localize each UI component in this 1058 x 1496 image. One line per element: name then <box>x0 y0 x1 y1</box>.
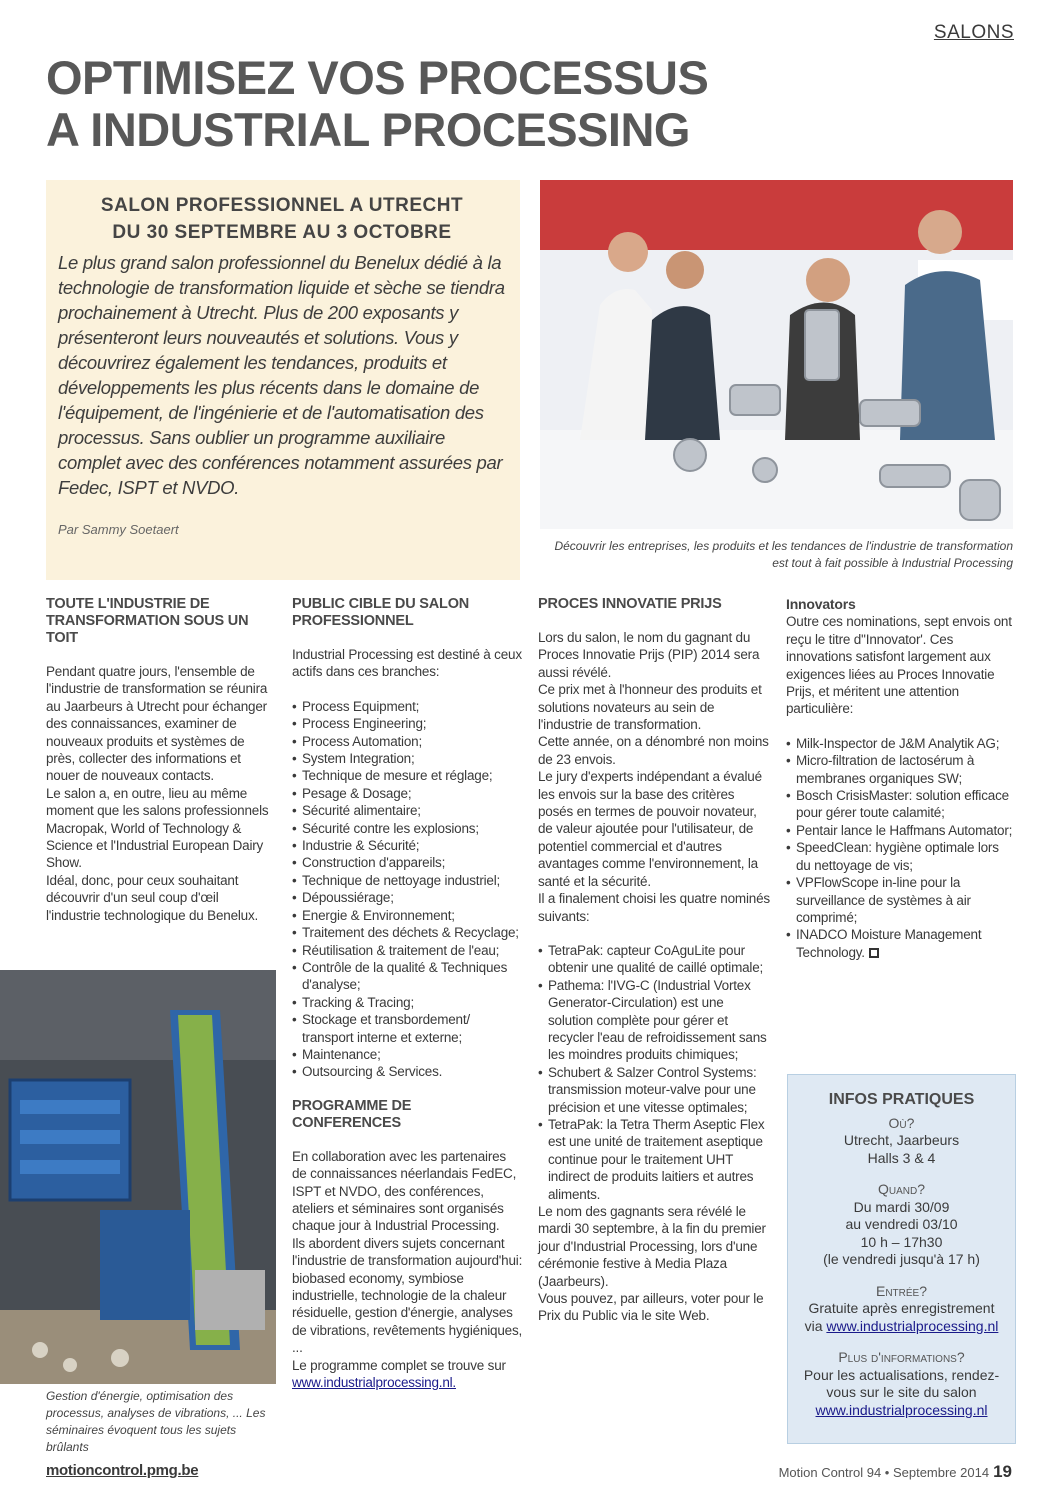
title-line-2: A INDUSTRIAL PROCESSING <box>46 103 690 156</box>
infos-when-line-2: au vendredi 03/10 <box>845 1216 958 1232</box>
infos-entry-label: Entrée? <box>875 1282 927 1299</box>
list-item: • Contrôle de la qualité & Techniques d'analyse; <box>292 959 524 994</box>
col2-heading: PUBLIC CIBLE DU SALON PROFESSIONNEL <box>292 596 470 629</box>
section-tag: SALONS <box>933 22 1014 43</box>
target-audience-list <box>292 698 524 1081</box>
list-item: • Technique de mesure et réglage; <box>292 767 524 784</box>
list-item: • Pesage & Dosage; <box>292 785 524 802</box>
list-item: • VPFlowScope in-line pour la surveillance de systèmes à air comprimé; <box>786 874 1016 926</box>
list-item: • SpeedClean: hygiène optimale lors du nettoyage de vis; <box>786 839 1016 874</box>
nominees-list <box>538 942 770 1203</box>
list-item: • Dépoussiérage; <box>292 889 524 906</box>
practical-info-box <box>787 1074 1016 1444</box>
intro-text: Le plus grand salon professionnel du Benelux dédié à la technologie de transformation liquide et sèche se tiendra prochainement à Utrecht. Plus de 200 exposants y présenteront leurs nouveautés et solutions. Vous y découvrirez également les tendances, produits et développements les plus récents dans le domaine de l'équipement, de l'ingénierie et de l'automatisation des processus. Sans oublier un programme auxiliaire complet avec des conférences notamment assurées par Fedec, ISPT et NVDO. <box>58 252 505 498</box>
infos-where-label: Où? <box>888 1114 915 1131</box>
infos-more-label: Plus d'informations? <box>838 1349 965 1365</box>
infos-when-line-4: (le vendredi jusqu'à 17 h) <box>823 1251 980 1267</box>
list-item-text: INADCO Moisture Management Technology. <box>796 927 982 960</box>
infos-more-line-1: Pour les actualisations, rendez-vous sur le site du salon <box>803 1366 1000 1400</box>
list-item: • Construction d'appareils; <box>292 854 524 871</box>
innovators-list <box>786 735 1016 961</box>
infos-entry-line-2 <box>796 1318 1007 1336</box>
infos-title: INFOS PRATIQUES <box>828 1091 975 1108</box>
list-item: • Stockage et transbordement/ transport interne et externe; <box>292 1011 524 1046</box>
list-item: • Tracking & Tracing; <box>292 994 524 1011</box>
list-item: • TetraPak: la Tetra Therm Aseptic Flex est une unité de traitement aseptique continue pour le traitement UHT indirect de produits laitiers et autres aliments. <box>538 1116 770 1203</box>
registration-link[interactable]: www.industrialprocessing.nl <box>826 1317 999 1334</box>
program-link[interactable]: www.industrialprocessing.nl. <box>292 1375 456 1391</box>
conveyor-machine-photo-image <box>0 970 276 1384</box>
list-item: • Sécurité alimentaire; <box>292 802 524 819</box>
column-4 <box>786 596 1016 961</box>
list-item: • Outsourcing & Services. <box>292 1063 524 1080</box>
list-item: • Process Equipment; <box>292 698 524 715</box>
infos-where-line-2: Halls 3 & 4 <box>867 1149 936 1166</box>
page-title <box>46 52 1016 156</box>
title-line-1: OPTIMISEZ VOS PROCESSUS <box>46 51 709 104</box>
intro-box <box>46 180 520 580</box>
intro-heading-line-2: DU 30 SEPTEMBRE AU 3 OCTOBRE <box>112 222 452 243</box>
list-item <box>786 926 1016 961</box>
list-item: • Milk-Inspector de J&M Analytik AG; <box>786 735 1016 752</box>
trade-show-photo-image <box>540 180 1013 529</box>
infos-entry-line-1: Gratuite après enregistrement <box>808 1300 995 1316</box>
infos-when-label: Quand? <box>877 1181 925 1197</box>
list-item: • TetraPak: capteur CoAguLite pour obtenir une qualité de caillé optimale; <box>538 942 770 977</box>
col3-heading: PROCES INNOVATIE PRIJS <box>538 596 722 612</box>
col3-paragraph-5: Il a finalement choisi les quatre nominés suivants: <box>538 891 770 924</box>
infos-when <box>796 1181 1007 1269</box>
end-of-article-icon <box>869 948 879 958</box>
col1-paragraph-2: Le salon a, en outre, lieu au même moment que les salons professionnels Macropak, World of Technology & Science et l'Industrial European Dairy Show. <box>46 785 269 871</box>
list-item: • Energie & Environnement; <box>292 907 524 924</box>
footer-website[interactable]: motioncontrol.pmg.be <box>46 1462 199 1479</box>
column-1 <box>46 596 272 924</box>
infos-where <box>796 1115 1007 1168</box>
infos-where-line-1: Utrecht, Jaarbeurs <box>843 1132 960 1148</box>
column-2 <box>292 596 524 1391</box>
col1-heading: TOUTE L'INDUSTRIE DE TRANSFORMATION SOUS UN TOIT <box>46 596 249 646</box>
col4-paragraph-1: Outre ces nominations, sept envois ont reçu le titre d''Innovator'. Ces innovations satisfont largement aux exigences liées au Proces Innovatie Prijs, et méritent une attention particulière: <box>786 614 1012 717</box>
list-item: • Traitement des déchets & Recyclage; <box>292 924 524 941</box>
trade-show-photo <box>540 180 1013 529</box>
infos-when-line-1: Du mardi 30/09 <box>853 1198 950 1215</box>
list-item: • Schubert & Salzer Control Systems: transmission moteur-valve pour une précision et une vitesse optimales; <box>538 1064 770 1116</box>
col1-paragraph-3: Idéal, donc, pour ceux souhaitant découvrir d'un seul coup d'œil l'industrie technologique du Benelux. <box>46 872 259 923</box>
byline: Par Sammy Soetaert <box>58 522 179 537</box>
col2-paragraph-2: Ils abordent divers sujets concernant l'industrie de transformation aujourd'hui: biobased economy, symbiose industrielle, technologie de la chaleur résiduelle, gestion d'énergie, analyses de vibrations, revêtements hygiéniques, ... <box>292 1235 523 1356</box>
list-item: • Process Automation; <box>292 733 524 750</box>
col2-intro: Industrial Processing est destiné à ceux actifs dans ces branches: <box>292 647 522 680</box>
intro-heading <box>58 192 506 246</box>
col2-heading-2: PROGRAMME DE CONFERENCES <box>292 1097 412 1131</box>
col3-paragraph-3: Cette année, on a dénombré non moins de 23 envois. <box>538 734 769 767</box>
footer-issue <box>779 1462 1012 1482</box>
col3-paragraph-2: Ce prix met à l'honneur des produits et solutions novateurs au sein de l'industrie de transformation. <box>538 682 762 733</box>
list-item: • Bosch CrisisMaster: solution efficace pour gérer toute calamité; <box>786 787 1016 822</box>
col2-paragraph-3-text: Le programme complet se trouve sur <box>292 1357 506 1373</box>
list-item: • Industrie & Sécurité; <box>292 837 524 854</box>
infos-when-line-3: 10 h – 17h30 <box>860 1233 943 1250</box>
col4-heading: Innovators <box>786 596 856 612</box>
page-number: 19 <box>993 1462 1012 1481</box>
infos-entry <box>796 1283 1007 1336</box>
list-item: • Technique de nettoyage industriel; <box>292 872 524 889</box>
col2-paragraph-1: En collaboration avec les partenaires de connaissances néerlandais FedEC, ISPT et NVDO, des conférences, ateliers et séminaires sont organisés chaque jour à Industrial Processing. <box>292 1148 517 1234</box>
footer-issue-text: Motion Control 94 • Septembre 2014 <box>778 1465 990 1480</box>
col3-paragraph-6: Le nom des gagnants sera révélé le mardi 30 septembre, à la fin du premier jour d'Industrial Processing, lors d'une cérémonie festive à Media Plaza (Jaarbeurs). <box>538 1204 766 1289</box>
col3-paragraph-7: Vous pouvez, par ailleurs, voter pour le Prix du Public via le site Web. <box>538 1291 764 1324</box>
list-item: • System Integration; <box>292 750 524 767</box>
col3-paragraph-4: Le jury d'experts indépendant a évalué les envois sur la base des critères posés en termes de pouvoir novateur, de valeur ajoutée pour l'utilisateur, de potentiel commercial et d'autres avantages comme l'environnement, la santé et la sécurité. <box>538 769 762 889</box>
column-3 <box>538 596 770 1325</box>
list-item: • Micro-filtration de lactosérum à membranes organiques SW; <box>786 752 1016 787</box>
photo-caption-top: Découvrir les entreprises, les produits et les tendances de l'industrie de transformation est tout à fait possible à Industrial Processing <box>554 539 1013 570</box>
intro-heading-line-1: SALON PROFESSIONNEL A UTRECHT <box>100 195 464 216</box>
list-item: • Process Engineering; <box>292 715 524 732</box>
list-item: • Pathema: l'IVG-C (Industrial Vortex Generator-Circulation) est une solution complète pour gérer et recycler l'eau de refroidissement sans les moindres produits chimiques; <box>538 977 770 1064</box>
col3-paragraph-1: Lors du salon, le nom du gagnant du Proces Innovatie Prijs (PIP) 2014 sera aussi révélé. <box>538 630 760 680</box>
list-item: • Pentair lance le Haffmans Automator; <box>786 822 1016 839</box>
list-item: • Sécurité contre les explosions; <box>292 820 524 837</box>
col2-paragraph-3 <box>292 1357 524 1392</box>
list-item: • Réutilisation & traitement de l'eau; <box>292 942 524 959</box>
infos-entry-via: via <box>804 1317 823 1334</box>
infos-more <box>796 1349 1007 1419</box>
conveyor-machine-photo <box>0 970 276 1384</box>
photo-caption-bottom: Gestion d'énergie, optimisation des processus, analyses de vibrations, ... Les séminaires évoquent tous les sujets brûlants <box>46 1389 266 1454</box>
site-link[interactable]: www.industrialprocessing.nl <box>815 1401 988 1418</box>
list-item: • Maintenance; <box>292 1046 524 1063</box>
col1-paragraph-1: Pendant quatre jours, l'ensemble de l'industrie de transformation se réunira au Jaarbeurs à Utrecht pour échanger des connaissances, examiner de nouveaux produits et systèmes de près, collecter des informations et nouer de nouveaux contacts. <box>46 664 268 784</box>
